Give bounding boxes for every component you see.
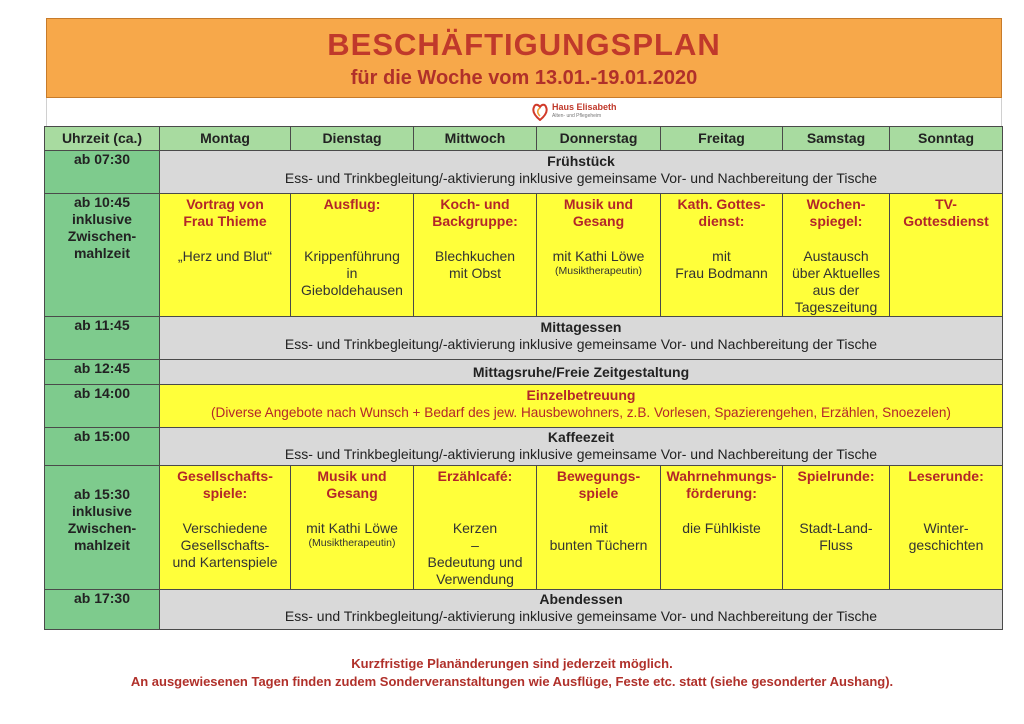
logo-tagline: Alten- und Pflegeheim bbox=[552, 113, 602, 119]
meal-cell-breakfast bbox=[160, 151, 1003, 194]
column-header-tuesday: Dienstag bbox=[291, 127, 414, 151]
activity-title: Musik und Gesang bbox=[563, 196, 634, 229]
meal-cell-coffee bbox=[160, 428, 1003, 466]
activity-description: „Herz und Blut“ bbox=[177, 248, 273, 264]
page-title: BESCHÄFTIGUNGSPLAN bbox=[327, 27, 721, 62]
activity-title: Bewegungs- spiele bbox=[556, 468, 641, 501]
meal-description: Ess- und Trinkbegleitung/-aktivierung inklusive gemeinsame Vor- und Nachbereitung der Tische bbox=[284, 336, 878, 352]
activity-cell-saturday bbox=[783, 194, 890, 317]
activity-cell-thursday bbox=[537, 194, 661, 317]
time-note: Zwischen- bbox=[67, 228, 137, 244]
logo-name: Haus Elisabeth bbox=[552, 102, 617, 112]
header-row bbox=[45, 127, 1003, 151]
column-header-time: Uhrzeit (ca.) bbox=[45, 127, 160, 151]
activity-description: Austausch über Aktuelles aus der Tageszeitung bbox=[792, 248, 880, 315]
time-note: Zwischen- bbox=[67, 520, 137, 536]
activity-cell-friday bbox=[661, 194, 783, 317]
time-note: inklusive bbox=[72, 211, 132, 227]
heart-flame-icon bbox=[532, 101, 548, 121]
time-cell: ab 11:45 bbox=[45, 317, 160, 360]
time-label: ab 10:45 bbox=[73, 194, 131, 210]
table-row bbox=[45, 428, 1003, 466]
time-cell bbox=[45, 466, 160, 590]
footer-notice bbox=[0, 655, 1024, 691]
time-label: ab 15:30 bbox=[73, 486, 131, 502]
footer-line: Kurzfristige Planänderungen sind jederzeit möglich. bbox=[351, 656, 673, 671]
activity-title: Kath. Gottes- dienst: bbox=[677, 196, 766, 229]
activity-title: Vortrag von Frau Thieme bbox=[183, 196, 267, 229]
time-cell: ab 17:30 bbox=[45, 590, 160, 630]
meal-title: Abendessen bbox=[539, 591, 623, 607]
activity-cell-thursday bbox=[537, 466, 661, 590]
logo-strip bbox=[46, 98, 1002, 126]
activity-description: mit Frau Bodmann bbox=[675, 248, 768, 281]
activity-description: mit bunten Tüchern bbox=[549, 520, 648, 553]
column-header-wednesday: Mittwoch bbox=[414, 127, 537, 151]
time-cell: ab 07:30 bbox=[45, 151, 160, 194]
table-row bbox=[45, 317, 1003, 360]
activity-cell-tuesday bbox=[291, 466, 414, 590]
column-header-thursday: Donnerstag bbox=[537, 127, 661, 151]
meal-cell-dinner bbox=[160, 590, 1003, 630]
activity-cell-sunday bbox=[890, 194, 1003, 317]
footer-line: An ausgewiesenen Tagen finden zudem Sonderveranstaltungen wie Ausflüge, Feste etc. statt (siehe gesonderter Aushang). bbox=[130, 674, 894, 689]
activity-cell-monday bbox=[160, 466, 291, 590]
rest-cell bbox=[160, 360, 1003, 385]
activity-title: Koch- und Backgruppe: bbox=[432, 196, 518, 229]
activity-description: Kerzen – Bedeutung und Verwendung bbox=[427, 520, 523, 587]
column-header-monday: Montag bbox=[160, 127, 291, 151]
week-subtitle: für die Woche vom 13.01.-19.01.2020 bbox=[350, 67, 698, 89]
activity-description: mit Kathi Löwe (Musiktherapeutin) bbox=[306, 520, 398, 549]
activity-cell-friday bbox=[661, 466, 783, 590]
table-row bbox=[45, 385, 1003, 428]
time-cell: ab 14:00 bbox=[45, 385, 160, 428]
table-row bbox=[45, 466, 1003, 590]
meal-description: Ess- und Trinkbegleitung/-aktivierung inklusive gemeinsame Vor- und Nachbereitung der Tische bbox=[284, 608, 878, 624]
column-header-sunday: Sonntag bbox=[890, 127, 1003, 151]
individual-care-cell bbox=[160, 385, 1003, 428]
activity-description: Winter- geschichten bbox=[908, 520, 984, 553]
meal-title: Kaffeezeit bbox=[547, 429, 615, 445]
activity-title: Musik und Gesang bbox=[317, 468, 387, 501]
page-header bbox=[46, 18, 1002, 98]
activity-title: Ausflug: bbox=[323, 196, 381, 212]
table-row bbox=[45, 194, 1003, 317]
activity-cell-monday bbox=[160, 194, 291, 317]
meal-description: Ess- und Trinkbegleitung/-aktivierung inklusive gemeinsame Vor- und Nachbereitung der Tische bbox=[284, 446, 878, 462]
column-header-friday: Freitag bbox=[661, 127, 783, 151]
table-row bbox=[45, 360, 1003, 385]
activity-description: Verschiedene Gesellschafts- und Kartenspiele bbox=[172, 520, 278, 570]
time-note: mahlzeit bbox=[73, 537, 130, 553]
schedule-table bbox=[44, 126, 1003, 630]
time-note: inklusive bbox=[72, 503, 132, 519]
meal-cell-lunch bbox=[160, 317, 1003, 360]
activity-cell-wednesday bbox=[414, 466, 537, 590]
meal-description: Ess- und Trinkbegleitung/-aktivierung inklusive gemeinsame Vor- und Nachbereitung der Tische bbox=[284, 170, 878, 186]
activity-title: Spielrunde: bbox=[797, 468, 875, 484]
activity-cell-sunday bbox=[890, 466, 1003, 590]
time-cell: ab 15:00 bbox=[45, 428, 160, 466]
meal-title: Frühstück bbox=[547, 153, 615, 169]
activity-description: die Fühlkiste bbox=[682, 520, 761, 536]
meal-title: Mittagessen bbox=[540, 319, 622, 335]
rest-title: Mittagsruhe/Freie Zeitgestaltung bbox=[472, 363, 690, 380]
activity-title: Gesellschafts- spiele: bbox=[177, 468, 273, 501]
care-title: Einzelbetreuung bbox=[526, 387, 636, 403]
activity-title: Leserunde: bbox=[908, 468, 984, 484]
activity-title: Wahrnehmungs- förderung: bbox=[666, 468, 777, 501]
column-header-saturday: Samstag bbox=[783, 127, 890, 151]
care-description: (Diverse Angebote nach Wunsch + Bedarf des jew. Hausbewohners, z.B. Vorlesen, Spazierengehen, Erzählen, Snoezelen) bbox=[211, 405, 951, 420]
time-cell: ab 12:45 bbox=[45, 360, 160, 385]
activity-cell-saturday bbox=[783, 466, 890, 590]
activity-title: Wochen- spiegel: bbox=[806, 196, 866, 229]
activity-description: Krippenführung in Gieboldehausen bbox=[301, 248, 403, 298]
activity-title: TV- Gottesdienst bbox=[903, 196, 989, 229]
activity-description: Stadt-Land- Fluss bbox=[799, 520, 873, 553]
time-note: mahlzeit bbox=[73, 245, 130, 261]
table-row bbox=[45, 151, 1003, 194]
time-cell bbox=[45, 194, 160, 317]
activity-cell-wednesday bbox=[414, 194, 537, 317]
table-row bbox=[45, 590, 1003, 630]
activity-cell-tuesday bbox=[291, 194, 414, 317]
activity-description: Blechkuchen mit Obst bbox=[434, 248, 516, 281]
activity-title: Erzählcafé: bbox=[437, 468, 513, 484]
activity-description: mit Kathi Löwe (Musiktherapeutin) bbox=[552, 248, 645, 277]
